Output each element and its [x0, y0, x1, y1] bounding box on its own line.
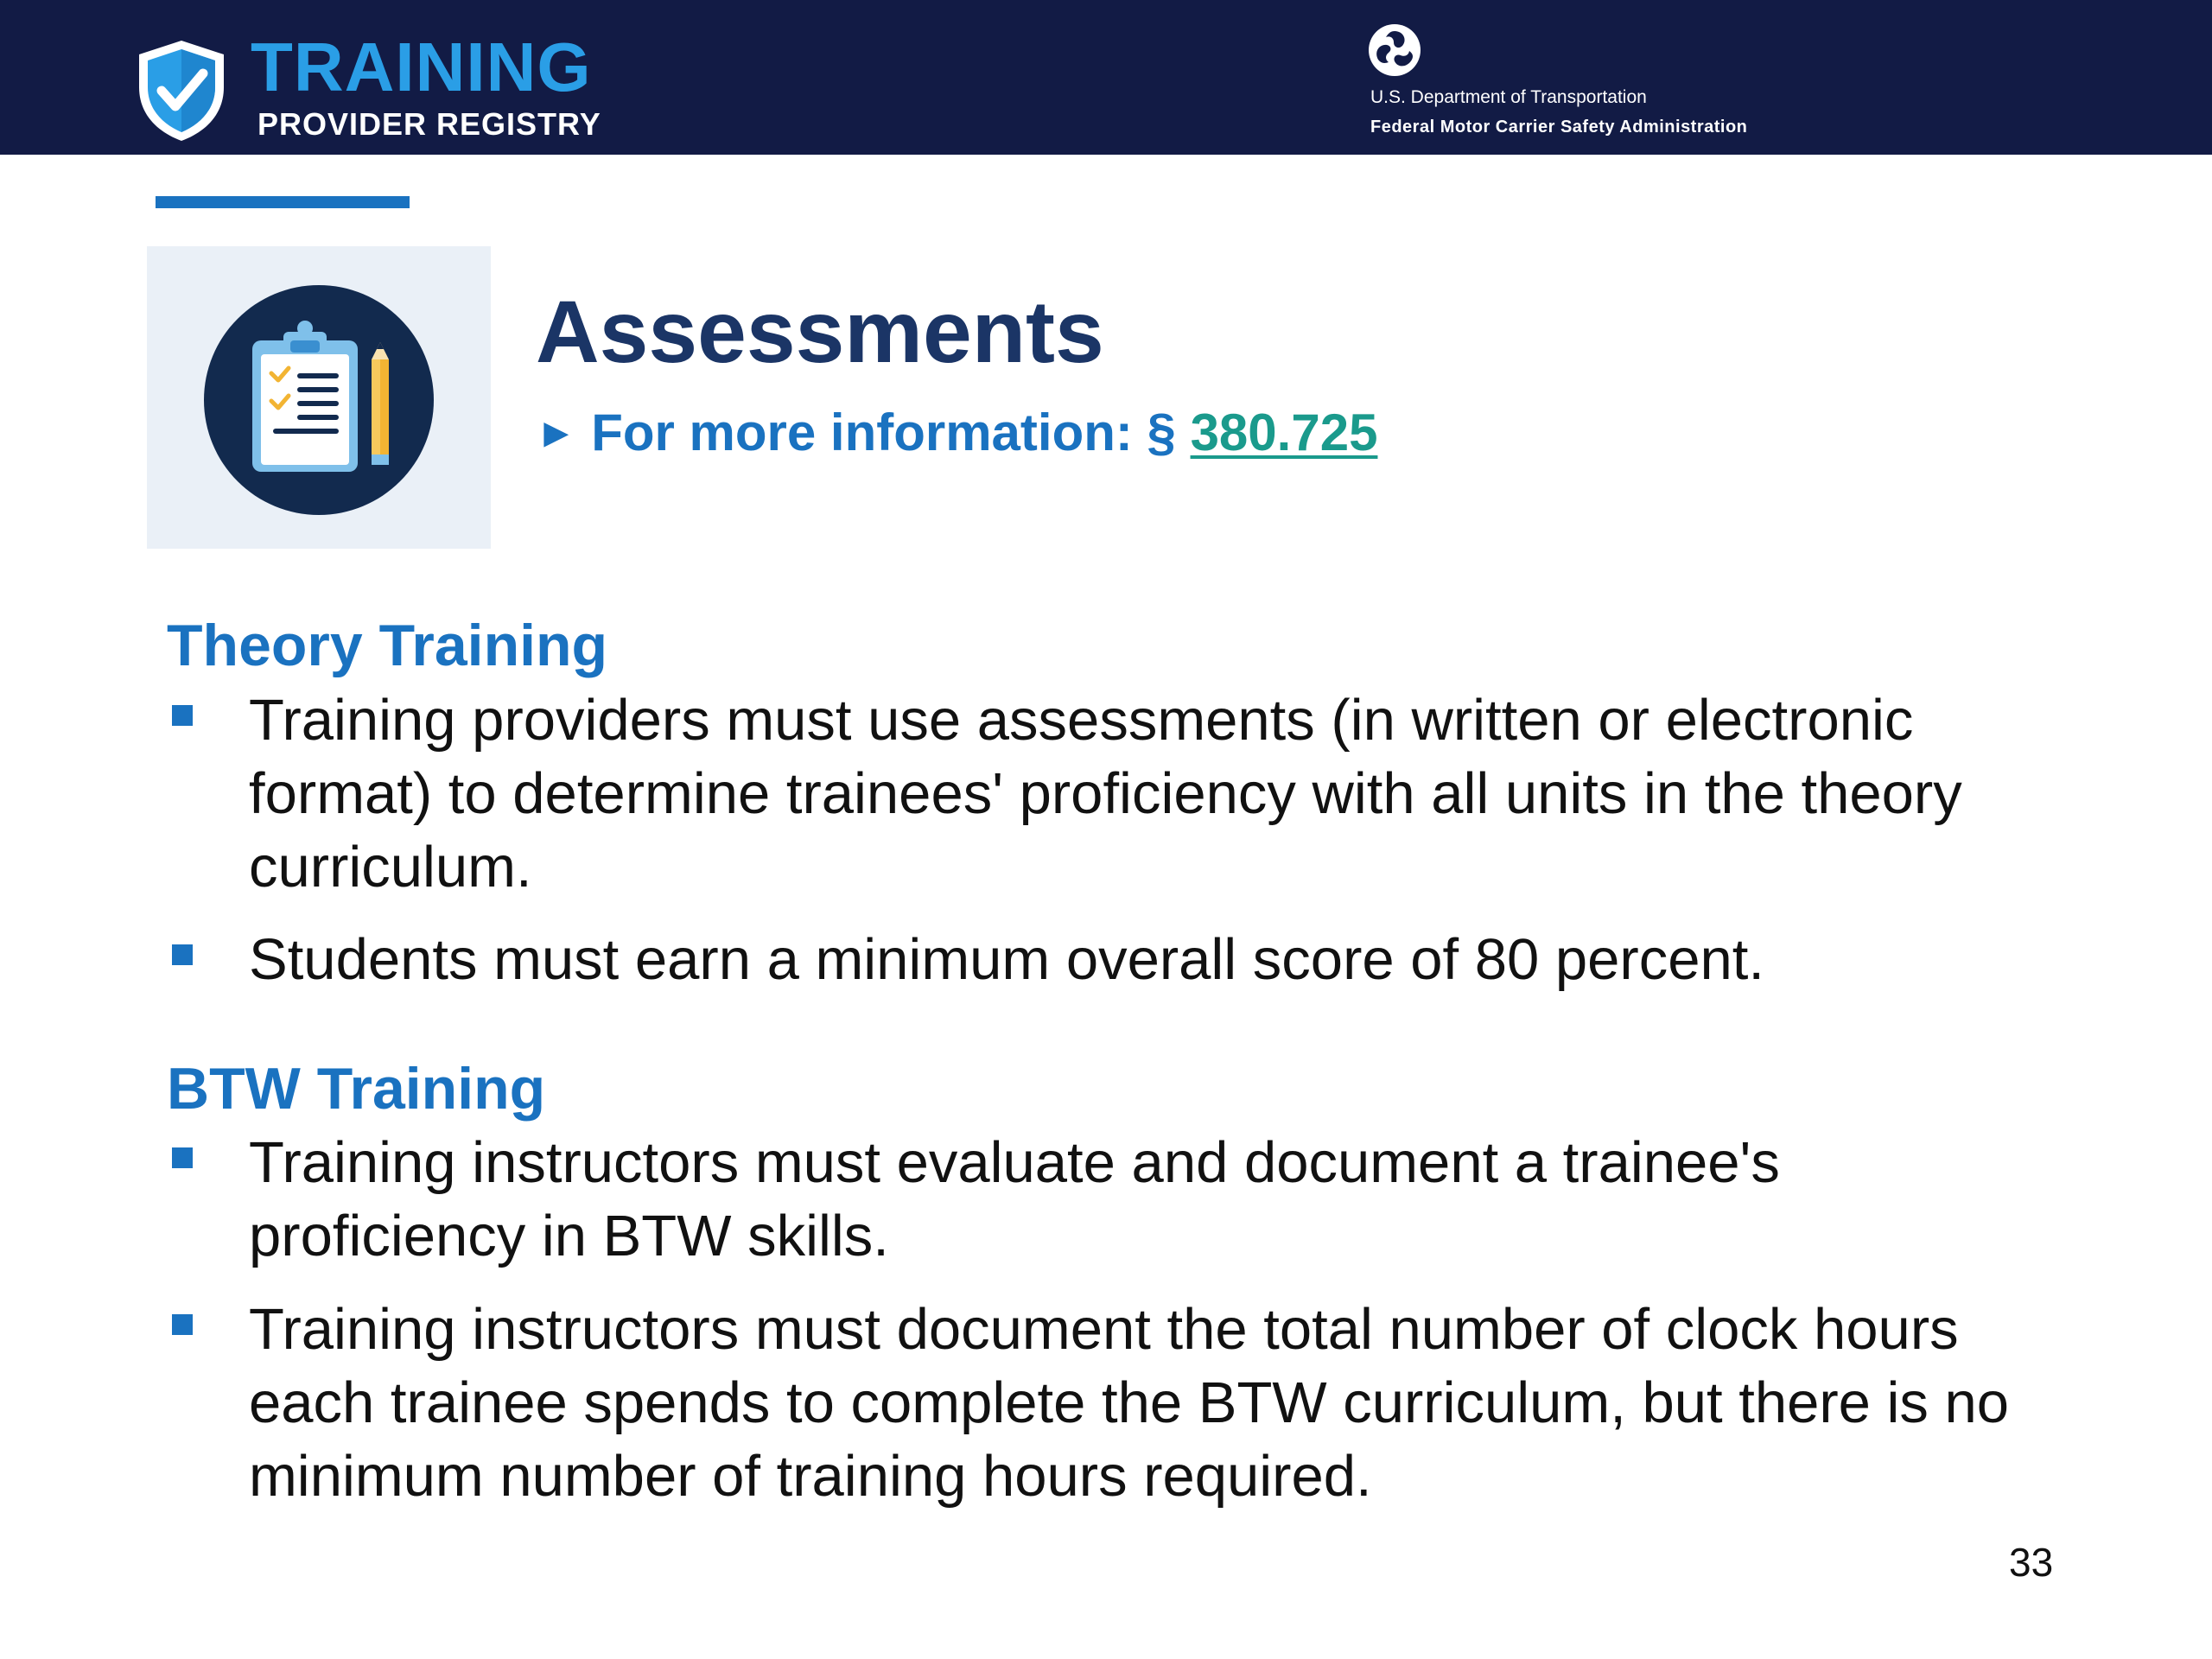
- brand-title: TRAINING: [251, 29, 592, 105]
- page-number: 33: [2009, 1540, 2054, 1585]
- header-banner: [0, 0, 2212, 155]
- more-info-label: For more information: §: [591, 404, 1176, 461]
- more-info-line: [536, 404, 1378, 461]
- section-heading-theory: Theory Training: [167, 613, 608, 678]
- page-title: Assessments: [536, 283, 1104, 381]
- accent-bar: [156, 196, 410, 208]
- arrow-right-icon: ►: [536, 410, 577, 456]
- bullet-text: Students must earn a minimum overall score of 80 percent.: [249, 927, 1764, 992]
- bullet-text: Training instructors must evaluate and document a trainee's proficiency in BTW skills.: [249, 1130, 1780, 1268]
- bullet-marker: [172, 1147, 193, 1168]
- dot-triskelion-icon: [1368, 23, 1421, 77]
- dot-department-name: U.S. Department of Transportation: [1370, 87, 1647, 107]
- regulation-link[interactable]: 380.725: [1190, 404, 1378, 461]
- bullet-text: Training providers must use assessments (in written or electronic format) to determine trainees' proficiency with all units in the theory curriculum.: [249, 688, 1962, 899]
- bullet-marker: [172, 1314, 193, 1335]
- fmcsa-name: Federal Motor Carrier Safety Administration: [1370, 118, 1748, 137]
- shield-check-icon: [134, 37, 229, 143]
- clipboard-checklist-icon: [204, 285, 434, 515]
- bullet-marker: [172, 944, 193, 965]
- brand-subtitle: PROVIDER REGISTRY: [257, 106, 601, 142]
- bullet-text: Training instructors must document the total number of clock hours each trainee spends to complete the BTW curriculum, but there is no minimum number of training hours required.: [249, 1297, 2010, 1509]
- bullet-marker: [172, 705, 193, 726]
- section-heading-btw: BTW Training: [167, 1056, 546, 1122]
